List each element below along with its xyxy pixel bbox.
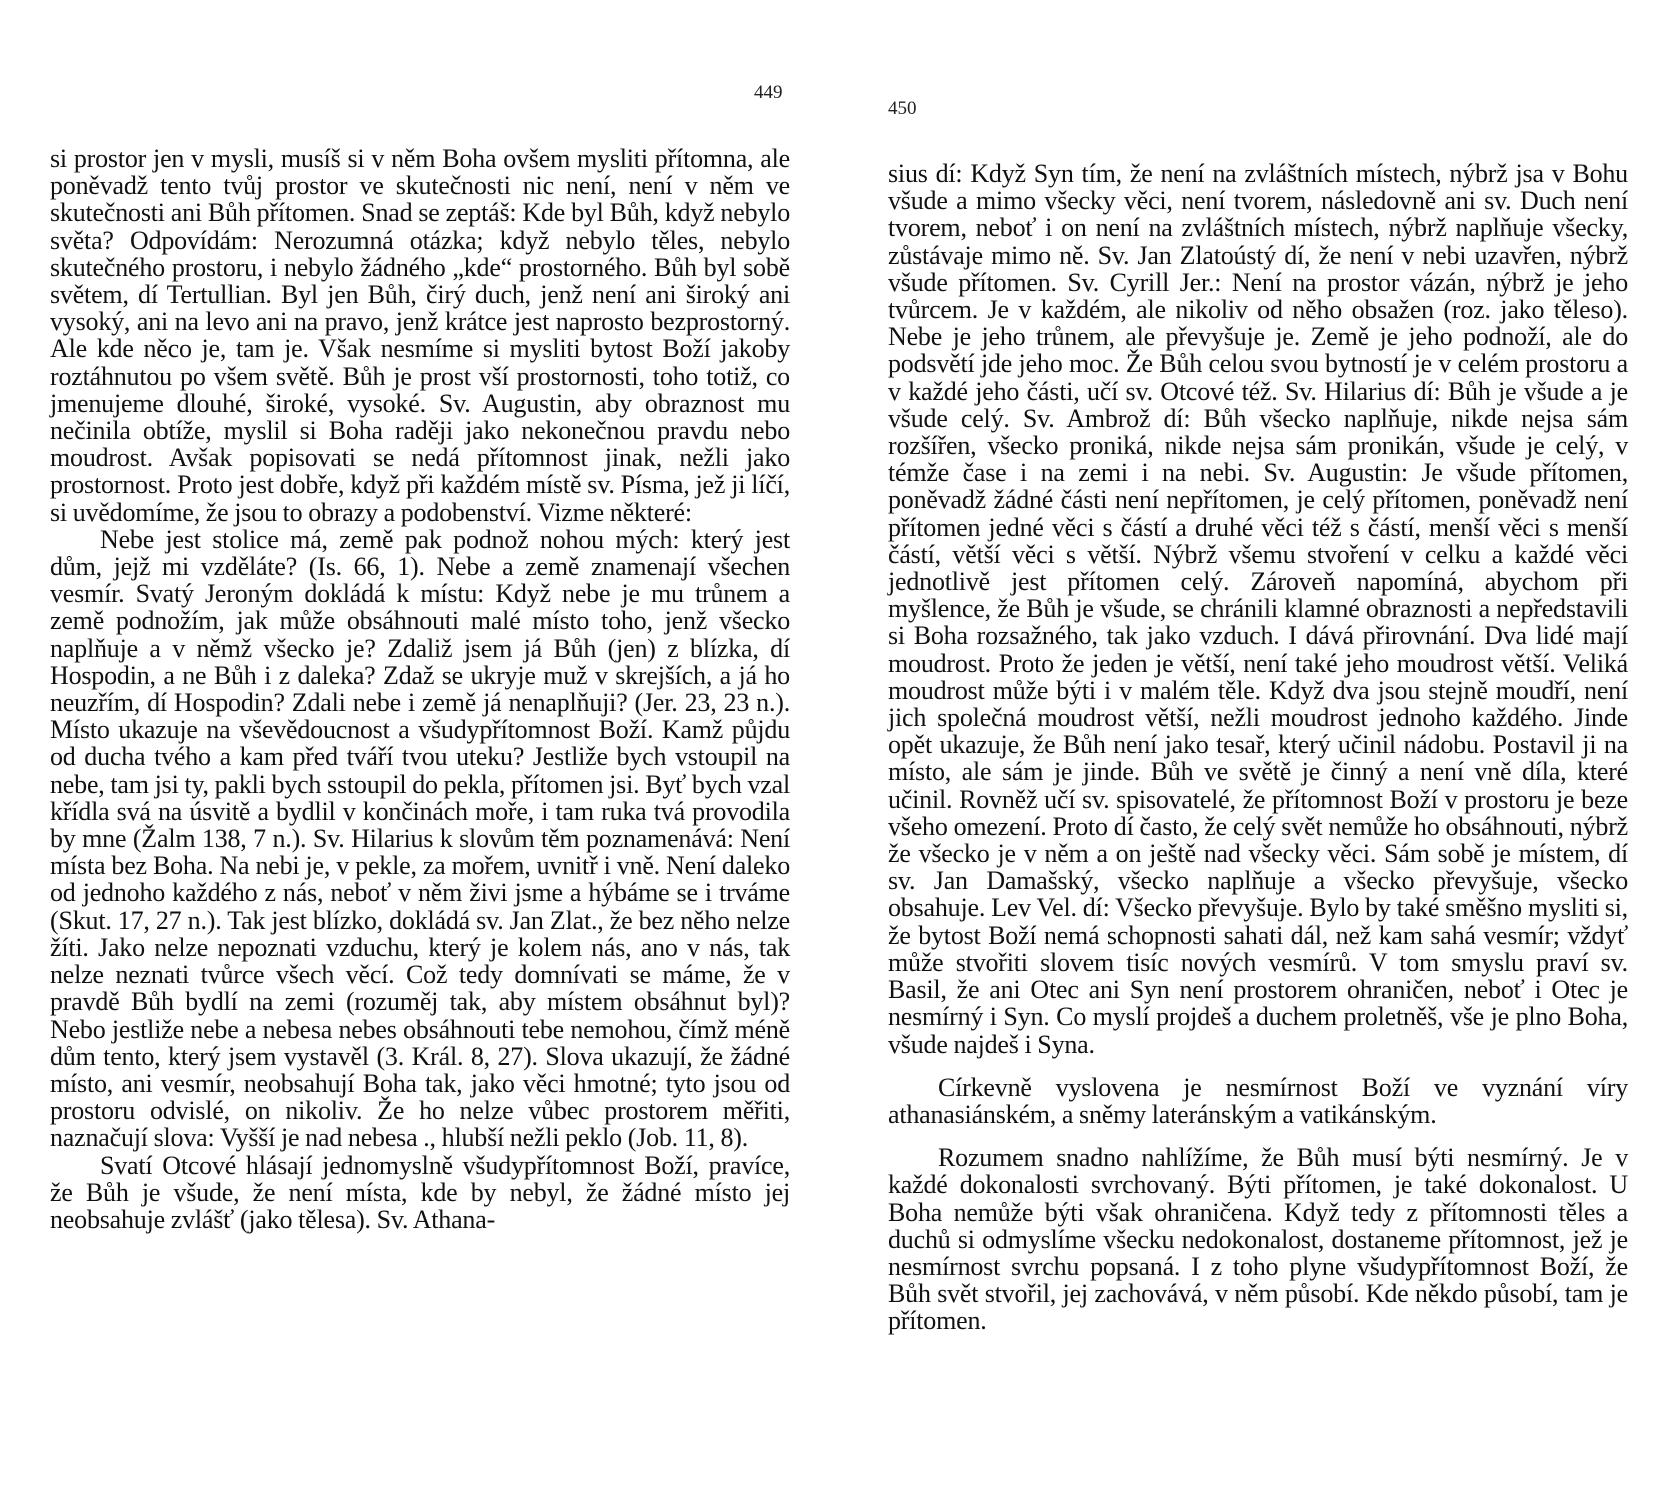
page-number: 450 [888,98,917,119]
page-text [50,145,790,1233]
page-number: 449 [754,82,783,103]
paragraph: si prostor jen v mysli, musíš si v něm Boha ovšem mysliti přítomna, ale poněvadž tento tvůj prostor ve skutečnosti nic není, není v něm ve skutečnosti ani Bůh přítomen. Snad se zeptáš: Kde byl Bůh, když nebylo světa? Odpovídám: Nerozumná otázka; když nebylo těles, nebylo skutečného prostoru, i nebylo žádného „kde“ prostorného. Bůh byl sobě světem, dí Tertullian. Byl jen Bůh, čirý duch, jenž není ani široký ani vysoký, ani na levo ani na pravo, jenž krátce jest naprosto bezprostorný. Ale kde něco je, tam je. Však nesmíme si mysliti bytost Boží jakoby roztáhnutou po všem světě. Bůh je prost vší prostornosti, toho totiž, co jmenujeme dlouhé, široké, vysoké. Sv. Augustin, aby obraznost mu nečinila obtíže, myslil si Boha raději jako nekonečnou pravdu nebo moudrost. Avšak popisovati se nedá přítomnost jinak, nežli jako prostornost. Proto jest dobře, když při každém místě sv. Písma, jež ji líčí, si uvědomíme, že jsou to obrazy a podobenství. Vizme některé: [50,144,790,527]
paragraph: Rozumem snadno nahlížíme, že Bůh musí býti nesmírný. Je v každé dokonalosti svrchovaný. Býti přítomen, je také dokonalost. U Boha nemůže býti však ohraničena. Když tedy z přítomnosti těles a duchů si odmyslíme všecku nedokonalost, dostaneme přítomnost, jež je nesmírnost svrchu popsaná. I z toho plyne všudypřítomnost Boží, že Bůh svět stvořil, jej zachovává, v něm působí. Kde někdo působí, tam je přítomen. [888,1143,1628,1336]
paragraph: Církevně vyslovena je nesmírnost Boží ve vyznání víry athanasiánském, a sněmy lateránským a vatikánským. [888,1072,1628,1129]
right-page [888,0,1628,1500]
paragraph: Nebe jest stolice má, země pak podnož nohou mých: který jest dům, jejž mi vzděláte? (Is. 66, 1). Nebe a země znamenají všechen vesmír. Svatý Jeroným dokládá k místu: Když nebe je mu trůnem a země podnožím, jak může obsáhnouti malé místo toho, jenž všecko naplňuje a v němž všecko je? Zdaliž jsem já Bůh (jen) z blízka, dí Hospodin, a ne Bůh i z daleka? Zdaž se ukryje muž v skrejších, a já ho neuzřím, dí Hospodin? Zdali nebe i země já nenaplňuji? (Jer. 23, 23 n.). Místo ukazuje na vševědoucnost a všudypřítomnost Boží. Kamž půjdu od ducha tvého a kam před tváří tvou uteku? Jestliže bych vstoupil na nebe, tam jsi ty, pakli bych sstoupil do pekla, přítomen jsi. Byť bych vzal křídla svá na úsvitě a bydlil v končinách moře, i tam ruka tvá provodila by mne (Žalm 138, 7 n.). Sv. Hilarius k slovům těm poznamenává: Není místa bez Boha. Na nebi je, v pekle, za mořem, uvnitř i vně. Není daleko od jednoho každého z nás, neboť v něm živi jsme a hýbáme se i trváme (Skut. 17, 27 n.). Tak jest blízko, dokládá sv. Jan Zlat., že bez něho nelze žíti. Jako nelze nepoznati vzduchu, který je kolem nás, ano v nás, tak nelze neznati tvůrce všech věcí. Což tedy domnívati se máme, že v pravdě Bůh bydlí na zemi (rozuměj tak, aby místem obsáhnut byl)? Nebo jestliže nebe a nebesa nebes obsáhnouti tebe nemohou, čímž méně dům tento, který jsem vystavěl (3. Král. 8, 27). Slova ukazují, že žádné místo, ani vesmír, neobsahují Boha tak, jako věci hmotné; tyto jsou od prostoru odvislé, on nikoliv. Že ho nelze vůbec prostorem měřiti, naznačují slova: Vyšší je nad nebesa ., hlubší nežli peklo (Job. 11, 8). [50,524,790,1153]
left-page [50,0,790,1500]
paragraph: sius dí: Když Syn tím, že není na zvláštních místech, nýbrž jsa v Bohu všude a mimo všecky věci, není tvorem, následovně ani sv. Duch není tvorem, neboť i on není na zvláštních místech, nýbrž naplňuje všecky, zůstávaje mimo ně. Sv. Jan Zlatoústý dí, že není v nebi uzavřen, nýbrž všude přítomen. Sv. Cyrill Jer.: Není na prostor vázán, nýbrž je jeho tvůrcem. Je v každém, ale nikoliv od něho obsažen (roz. jako těleso). Nebe je jeho trůnem, ale převyšuje je. Země je jeho podnoží, ale do podsvětí jde jeho moc. Že Bůh celou svou bytností je v celém prostoru a v každé jeho části, učí sv. Otcové též. Sv. Hilarius dí: Bůh je všude a je všude celý. Sv. Ambrož dí: Bůh všecko naplňuje, nikde nejsa sám rozšířen, všecko proniká, nikde nejsa sám pronikán, všude je celý, v témže čase i na zemi i na nebi. Sv. Augustin: Je všude přítomen, poněvadž žádné části není nepřítomen, je celý přítomen, poněvadž není přítomen jedné věci s částí a druhé věci též s částí, menší věci s menší částí, větší věci s větší. Nýbrž všemu stvoření v celku a každé věci jednotlivě jest přítomen celý. Zároveň napomíná, abychom při myšlence, že Bůh je všude, se chránili klamné obraznosti a nepředstavili si Boha rozsažného, tak jako vzduch. I dává přirovnání. Dva lidé mají moudrost. Proto že jeden je větší, není také jeho moudrost větší. Veliká moudrost může býti i v malém těle. Když dva jsou stejně moudří, není jich společná moudrost větší, nežli moudrost jednoho každého. Jinde opět ukazuje, že Bůh není jako tesař, který učinil nádobu. Postavil ji na místo, ale sám je jinde. Bůh ve světě je činný a není vně díla, které učinil. Rovněž učí sv. spisovatelé, že přítomnost Boží v prostoru je beze všeho omezení. Proto dí často, že celý svět nemůže ho obsáhnouti, nýbrž že všecko je v něm a on ještě nad všecky věci. Sám sobě je místem, dí sv. Jan Damašský, všecko naplňuje a všecko převyšuje, všecko obsahuje. Lev Vel. dí: Všecko převyšuje. Bylo by také směšno mysliti si, že bytost Boží nemá schopnosti sahati dál, než kam sahá vesmír; vždyť může stvořiti slovem tisíc nových vesmírů. V tom smyslu praví sv. Basil, že ani Otec ani Syn není prostorem ohraničen, neboť i Otec je nesmírný i Syn. Co myslí projdeš a duchem proletněš, vše je plno Boha, všude najdeš i Syna. [888,159,1628,1059]
page-text [888,160,1628,1335]
paragraph: Svatí Otcové hlásají jednomyslně všudypřítomnost Boží, pravíce, že Bůh je všude, že není místa, kde by nebyl, že žádné místo jej neobsahuje zvlášť (jako tělesa). Sv. Athana- [50,1150,790,1234]
